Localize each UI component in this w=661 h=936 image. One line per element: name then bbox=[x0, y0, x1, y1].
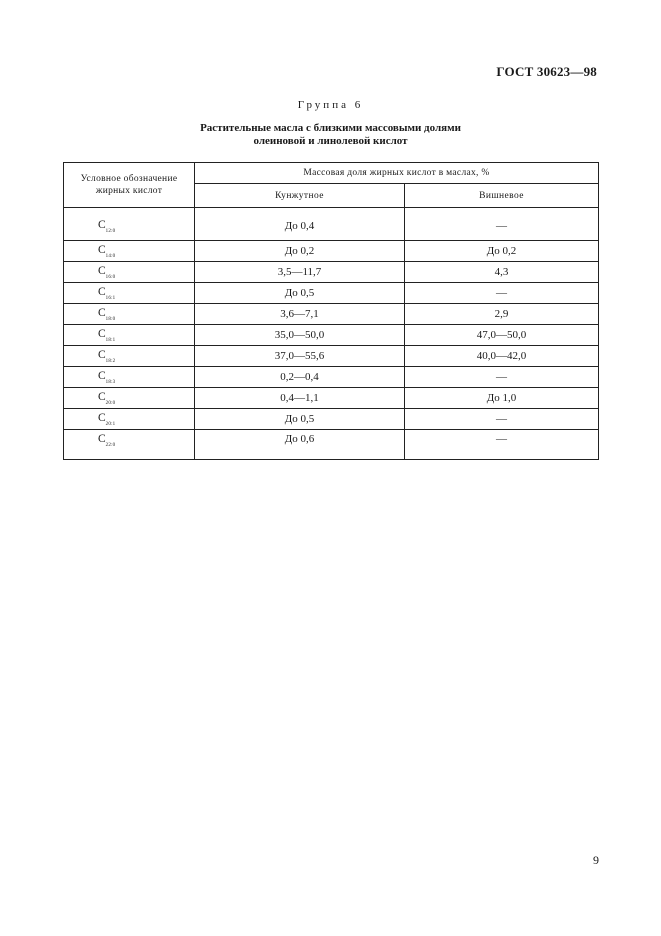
document-code: ГОСТ 30623—98 bbox=[496, 64, 597, 79]
acid-symbol-letter: C bbox=[98, 306, 106, 319]
sesame-value: 3,6—7,1 bbox=[195, 304, 405, 325]
acid-symbol-letter: C bbox=[98, 369, 106, 382]
col-header-cherry: Вишневое bbox=[405, 184, 599, 208]
acid-symbol-subscript: 20:0 bbox=[105, 400, 116, 406]
acid-symbol bbox=[64, 325, 195, 346]
acid-symbol-subscript: 16:1 bbox=[105, 295, 116, 301]
cherry-value: 4,3 bbox=[405, 262, 599, 283]
acid-symbol-letter: C bbox=[98, 348, 106, 361]
table-row bbox=[64, 430, 599, 460]
acid-symbol bbox=[64, 262, 195, 283]
sesame-value: До 0,2 bbox=[195, 241, 405, 262]
acid-symbol bbox=[64, 367, 195, 388]
acid-symbol-subscript: 18:0 bbox=[105, 316, 116, 322]
col-header-line-2: жирных кислот bbox=[95, 186, 163, 196]
caption-line-1: Растительные масла с близкими массовыми долями bbox=[200, 122, 461, 134]
sesame-value: До 0,6 bbox=[195, 430, 405, 460]
table-row bbox=[64, 208, 599, 241]
acid-symbol bbox=[64, 346, 195, 367]
sesame-value: 3,5—11,7 bbox=[195, 262, 405, 283]
table-row bbox=[64, 262, 599, 283]
sesame-value: 37,0—55,6 bbox=[195, 346, 405, 367]
table-row bbox=[64, 304, 599, 325]
acid-symbol bbox=[64, 283, 195, 304]
sesame-value: До 0,5 bbox=[195, 283, 405, 304]
cherry-value: До 0,2 bbox=[405, 241, 599, 262]
acid-symbol-subscript: 18:3 bbox=[105, 379, 116, 385]
acid-symbol-letter: C bbox=[98, 218, 106, 231]
cherry-value: До 1,0 bbox=[405, 388, 599, 409]
sesame-value: 0,2—0,4 bbox=[195, 367, 405, 388]
acid-symbol-letter: C bbox=[98, 411, 106, 424]
sesame-value: 0,4—1,1 bbox=[195, 388, 405, 409]
acid-symbol-subscript: 18:1 bbox=[105, 337, 116, 343]
page-number: 9 bbox=[593, 853, 599, 867]
col-header-mass-fraction: Массовая доля жирных кислот в маслах, % bbox=[195, 163, 599, 184]
table-row bbox=[64, 409, 599, 430]
cherry-value: 47,0—50,0 bbox=[405, 325, 599, 346]
acid-symbol-letter: C bbox=[98, 433, 106, 445]
col-header-sesame: Кунжутное bbox=[195, 184, 405, 208]
acid-symbol-letter: C bbox=[98, 243, 106, 256]
cherry-value: 2,9 bbox=[405, 304, 599, 325]
caption-line-2: олеиновой и линолевой кислот bbox=[253, 135, 408, 147]
acid-symbol-subscript: 20:1 bbox=[105, 421, 116, 427]
acid-symbol bbox=[64, 304, 195, 325]
cherry-value: — bbox=[405, 208, 599, 241]
table-row bbox=[64, 367, 599, 388]
cherry-value: — bbox=[405, 409, 599, 430]
acid-symbol-subscript: 16:0 bbox=[105, 274, 116, 280]
acid-symbol-subscript: 14:0 bbox=[105, 253, 116, 259]
col-header-line-1: Условное обозначение bbox=[80, 174, 178, 184]
acid-symbol bbox=[64, 208, 195, 241]
col-header-acid-designation bbox=[64, 163, 195, 208]
table-row bbox=[64, 325, 599, 346]
cherry-value: 40,0—42,0 bbox=[405, 346, 599, 367]
acid-symbol-subscript: 18:2 bbox=[105, 358, 116, 364]
acid-symbol bbox=[64, 430, 195, 460]
table-caption bbox=[0, 122, 661, 148]
sesame-value: 35,0—50,0 bbox=[195, 325, 405, 346]
table-row bbox=[64, 241, 599, 262]
sesame-value: До 0,5 bbox=[195, 409, 405, 430]
cherry-value: — bbox=[405, 367, 599, 388]
table-row bbox=[64, 388, 599, 409]
acid-symbol-letter: C bbox=[98, 264, 106, 277]
acid-symbol-subscript: 12:0 bbox=[105, 228, 116, 234]
cherry-value: — bbox=[405, 283, 599, 304]
group-title: Группа 6 bbox=[297, 99, 364, 111]
acid-symbol-letter: C bbox=[98, 390, 106, 403]
sesame-value: До 0,4 bbox=[195, 208, 405, 241]
fatty-acid-table bbox=[63, 162, 599, 460]
cherry-value: — bbox=[405, 430, 599, 460]
acid-symbol bbox=[64, 388, 195, 409]
acid-symbol-letter: C bbox=[98, 327, 106, 340]
acid-symbol bbox=[64, 409, 195, 430]
acid-symbol-letter: C bbox=[98, 285, 106, 298]
table-row bbox=[64, 346, 599, 367]
acid-symbol-subscript: 22:0 bbox=[105, 443, 116, 448]
table-row bbox=[64, 283, 599, 304]
acid-symbol bbox=[64, 241, 195, 262]
